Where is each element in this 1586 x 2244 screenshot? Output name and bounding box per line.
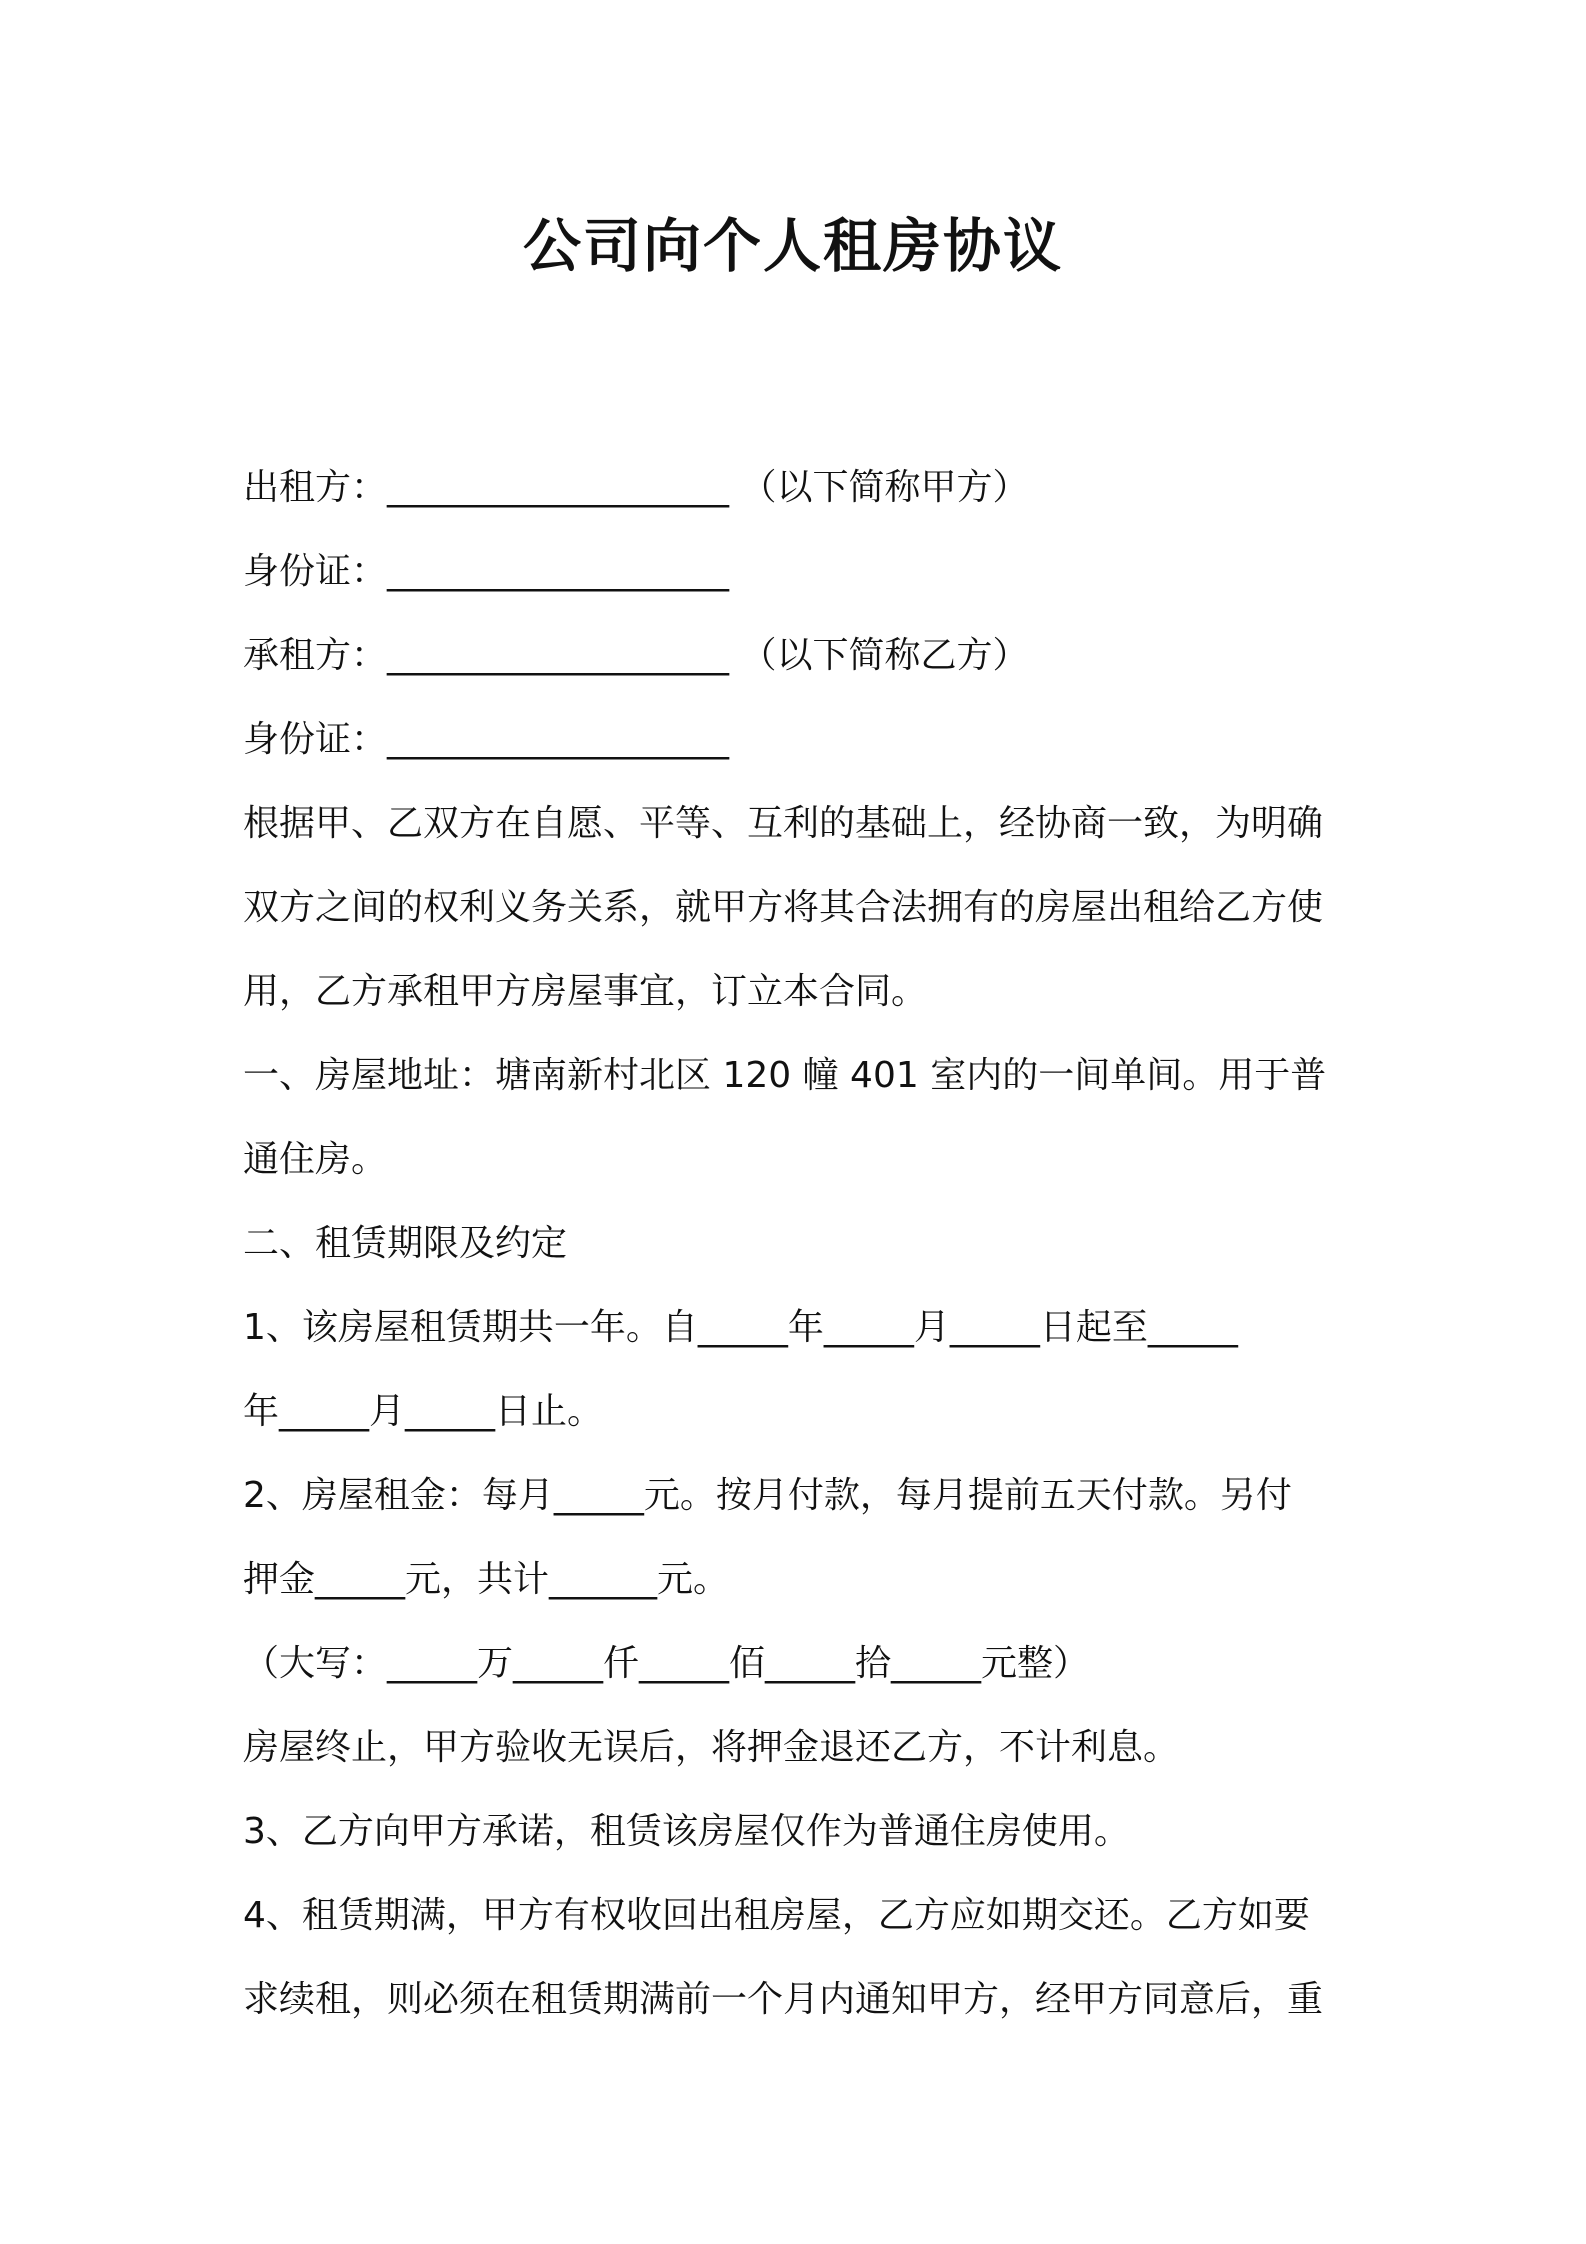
clause-1-line-2: 通住房。: [243, 1139, 388, 1180]
lessor-line: 出租方：___________________ （以下简称甲方）: [243, 467, 1029, 508]
item-4-line-1: 4、租赁期满，甲方有权收回出租房屋，乙方应如期交还。乙方如要: [243, 1895, 1310, 1936]
item-3-line: 3、乙方向甲方承诺，租赁该房屋仅作为普通住房使用。: [243, 1811, 1130, 1852]
document-title: 公司向个人租房协议: [522, 212, 1063, 280]
item-1-line-1: 1、该房屋租赁期共一年。自_____年_____月_____日起至_____: [243, 1307, 1238, 1348]
lessor-id-line: 身份证：___________________: [243, 551, 730, 592]
document-body: [243, 446, 1363, 2042]
item-2-amount-in-words: （大写：_____万_____仟_____佰_____拾_____元整）: [243, 1643, 1090, 1684]
item-1-line-2: 年_____月_____日止。: [243, 1391, 604, 1432]
preamble-line-1: 根据甲、乙双方在自愿、平等、互利的基础上，经协商一致，为明确: [243, 803, 1324, 844]
item-2-line-1: 2、房屋租金：每月_____元。按月付款，每月提前五天付款。另付: [243, 1475, 1292, 1516]
preamble-line-2: 双方之间的权利义务关系，就甲方将其合法拥有的房屋出租给乙方使: [243, 887, 1324, 928]
lessee-id-line: 身份证：___________________: [243, 719, 730, 760]
preamble-line-3: 用，乙方承租甲方房屋事宜，订立本合同。: [243, 971, 928, 1012]
clause-2-heading: 二、租赁期限及约定: [243, 1223, 568, 1264]
lessee-line: 承租方：___________________ （以下简称乙方）: [243, 635, 1029, 676]
item-2-line-2: 押金_____元，共计______元。: [243, 1559, 730, 1600]
clause-1-line-1: 一、房屋地址：塘南新村北区 120 幢 401 室内的一间单间。用于普: [243, 1055, 1327, 1096]
item-4-line-2: 求续租，则必须在租赁期满前一个月内通知甲方，经甲方同意后，重: [243, 1979, 1324, 2020]
item-2-deposit-return: 房屋终止，甲方验收无误后，将押金退还乙方，不计利息。: [243, 1727, 1180, 1768]
